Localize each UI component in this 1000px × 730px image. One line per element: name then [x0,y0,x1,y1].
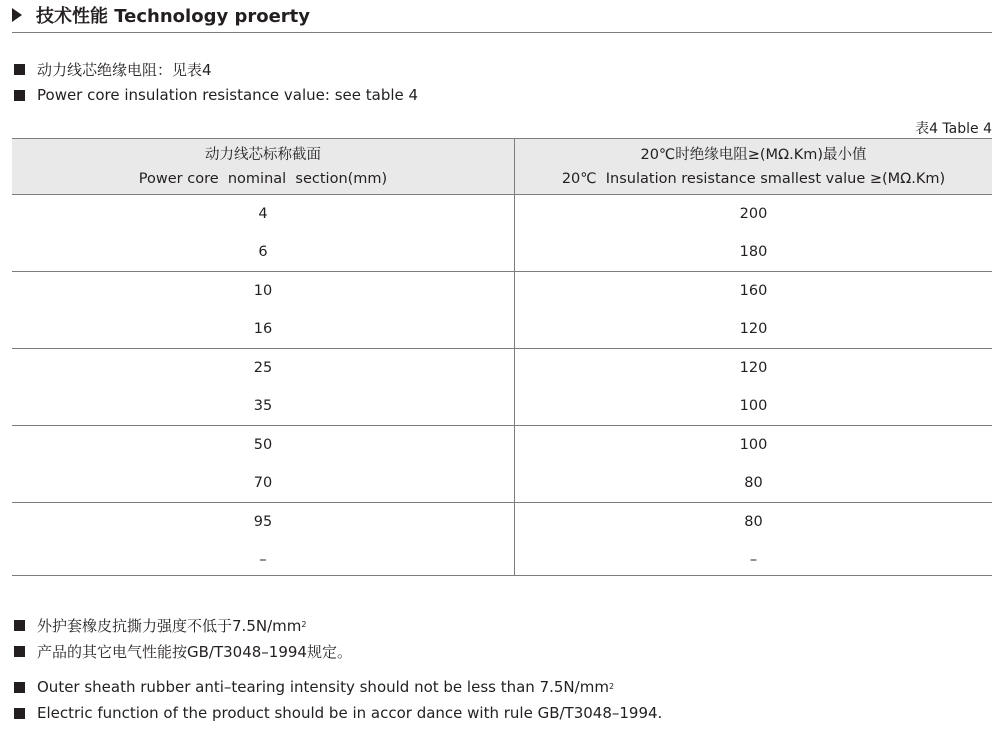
square-bullet-icon [14,682,25,693]
table-cell-section: 6 [258,244,268,260]
table-row-group [12,272,992,349]
table-row-group [12,503,992,580]
table-cell-resistance: 80 [744,514,763,530]
table-cell-resistance: 120 [739,321,768,337]
square-bullet-icon [14,646,25,657]
table-cell-section: 4 [258,206,268,222]
table-cell-section: – [259,552,267,568]
table-body [12,195,992,580]
square-bullet-icon [14,708,25,719]
square-bullet-icon [14,620,25,631]
square-bullet-icon [14,64,25,75]
table-cell-resistance: 200 [739,206,768,222]
intro-line-cn [14,59,212,79]
header-resistance-cn: 20℃时绝缘电阻≥(MΩ.Km)最小值 [640,147,867,163]
header-cell-resistance [515,139,992,195]
insulation-table [12,138,992,576]
header-cell-section [12,139,514,195]
note-en-1: Outer sheath rubber anti–tearing intensity should not be less than 7.5N/mm 2 [14,677,614,697]
table-cell-section: 50 [253,437,273,453]
intro-text-en: Power core insulation resistance value: see table 4 [37,86,419,104]
note-en-2 [14,703,662,723]
table-cell-resistance: 160 [739,283,768,299]
note-cn-2-text: 产品的其它电气性能按GB/T3048–1994规定。 [37,642,352,661]
play-arrow-icon [12,8,22,22]
table-cell-resistance: 120 [739,360,768,376]
table-cell-section: 25 [253,360,273,376]
table-cell-section: 16 [253,321,273,337]
note-cn-1-text: 外护套橡皮抗撕力强度不低于7.5N/mm [37,616,302,635]
table-cell-section: 70 [253,475,273,491]
title-divider [12,32,992,33]
page-title [12,2,310,28]
page-title-text: 技术性能 Technology proerty [36,6,310,27]
table-row-group [12,426,992,503]
table-row-group [12,349,992,426]
table-cell-resistance: – [749,552,758,568]
table-cell-resistance: 100 [739,437,768,453]
intro-text-cn: 动力线芯绝缘电阻：见表4 [37,60,212,79]
table-cell-resistance: 80 [744,475,763,491]
intro-line-en [14,85,418,105]
note-en-2-text: Electric function of the product should be in accor dance with rule GB/T3048–1994. [37,704,663,722]
table-header [12,139,992,195]
table-cell-resistance: 180 [739,244,768,260]
table-cell-resistance: 100 [739,398,768,414]
note-cn-1: 外护套橡皮抗撕力强度不低于7.5N/mm 2 [14,615,306,635]
table-cell-section: 95 [253,514,273,530]
table-cell-section: 10 [253,283,273,299]
note-cn-2 [14,641,352,661]
header-section-cn: 动力线芯标称截面 [205,147,321,163]
header-section-en: Power core nominal section(mm) [138,171,388,187]
header-resistance-en: 20℃ Insulation resistance smallest value ≥(MΩ.Km) [561,171,946,187]
table-cell-section: 35 [253,398,273,414]
note-en-1-text: Outer sheath rubber anti–tearing intensity should not be less than 7.5N/mm [37,678,609,696]
table-caption: 表4 Table 4 [915,121,992,137]
square-bullet-icon [14,90,25,101]
table-row-group [12,195,992,272]
